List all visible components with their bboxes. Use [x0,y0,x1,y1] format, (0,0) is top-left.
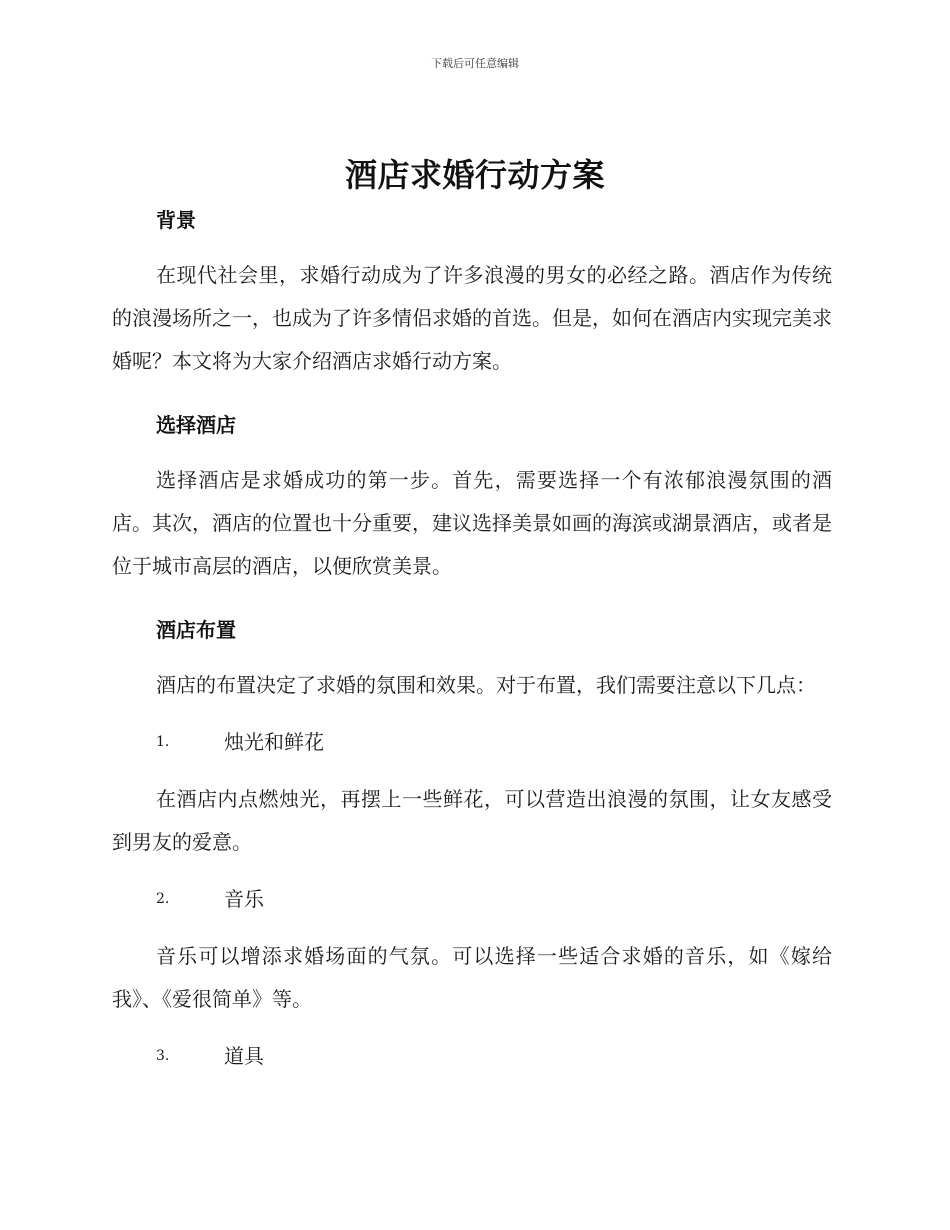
list-item-title: 音乐 [224,887,264,911]
list-item-title: 道具 [224,1044,264,1068]
section-heading-background: 背景 [156,208,196,232]
section-paragraph-layout: 酒店的布置决定了求婚的氛围和效果。对于布置，我们需要注意以下几点： [156,673,816,697]
section-heading-choose-hotel: 选择酒店 [156,413,236,437]
document-body [112,200,832,1078]
list-item-2 [156,878,832,921]
list-item-1 [156,721,832,764]
list-item-title: 烛光和鲜花 [224,730,324,754]
list-item-paragraph: 在酒店内点燃烛光，再摆上一些鲜花，可以营造出浪漫的氛围，让女友感受到男友的爱意。 [112,787,832,854]
list-item-paragraph: 音乐可以增添求婚场面的气氛。可以选择一些适合求婚的音乐，如《嫁给我》、《爱很简单》等。 [112,944,832,1011]
list-number: 3. [156,1048,170,1064]
list-number: 2. [156,891,170,907]
section-heading-layout: 酒店布置 [156,618,236,642]
section-paragraph-background: 在现代社会里，求婚行动成为了许多浪漫的男女的必经之路。酒店作为传统的浪漫场所之一，也成为了许多情侣求婚的首选。但是，如何在酒店内实现完美求婚呢？本文将为大家介绍酒店求婚行动方案。 [112,263,832,373]
page-header-note: 下载后可任意编辑 [431,57,519,70]
document-title: 酒店求婚行动方案 [344,156,605,194]
list-number: 1. [156,734,170,750]
section-paragraph-choose-hotel: 选择酒店是求婚成功的第一步。首先，需要选择一个有浓郁浪漫氛围的酒店。其次，酒店的位置也十分重要，建议选择美景如画的海滨或湖景酒店，或者是位于城市高层的酒店，以便欣赏美景。 [112,468,832,578]
list-item-3 [156,1035,832,1078]
